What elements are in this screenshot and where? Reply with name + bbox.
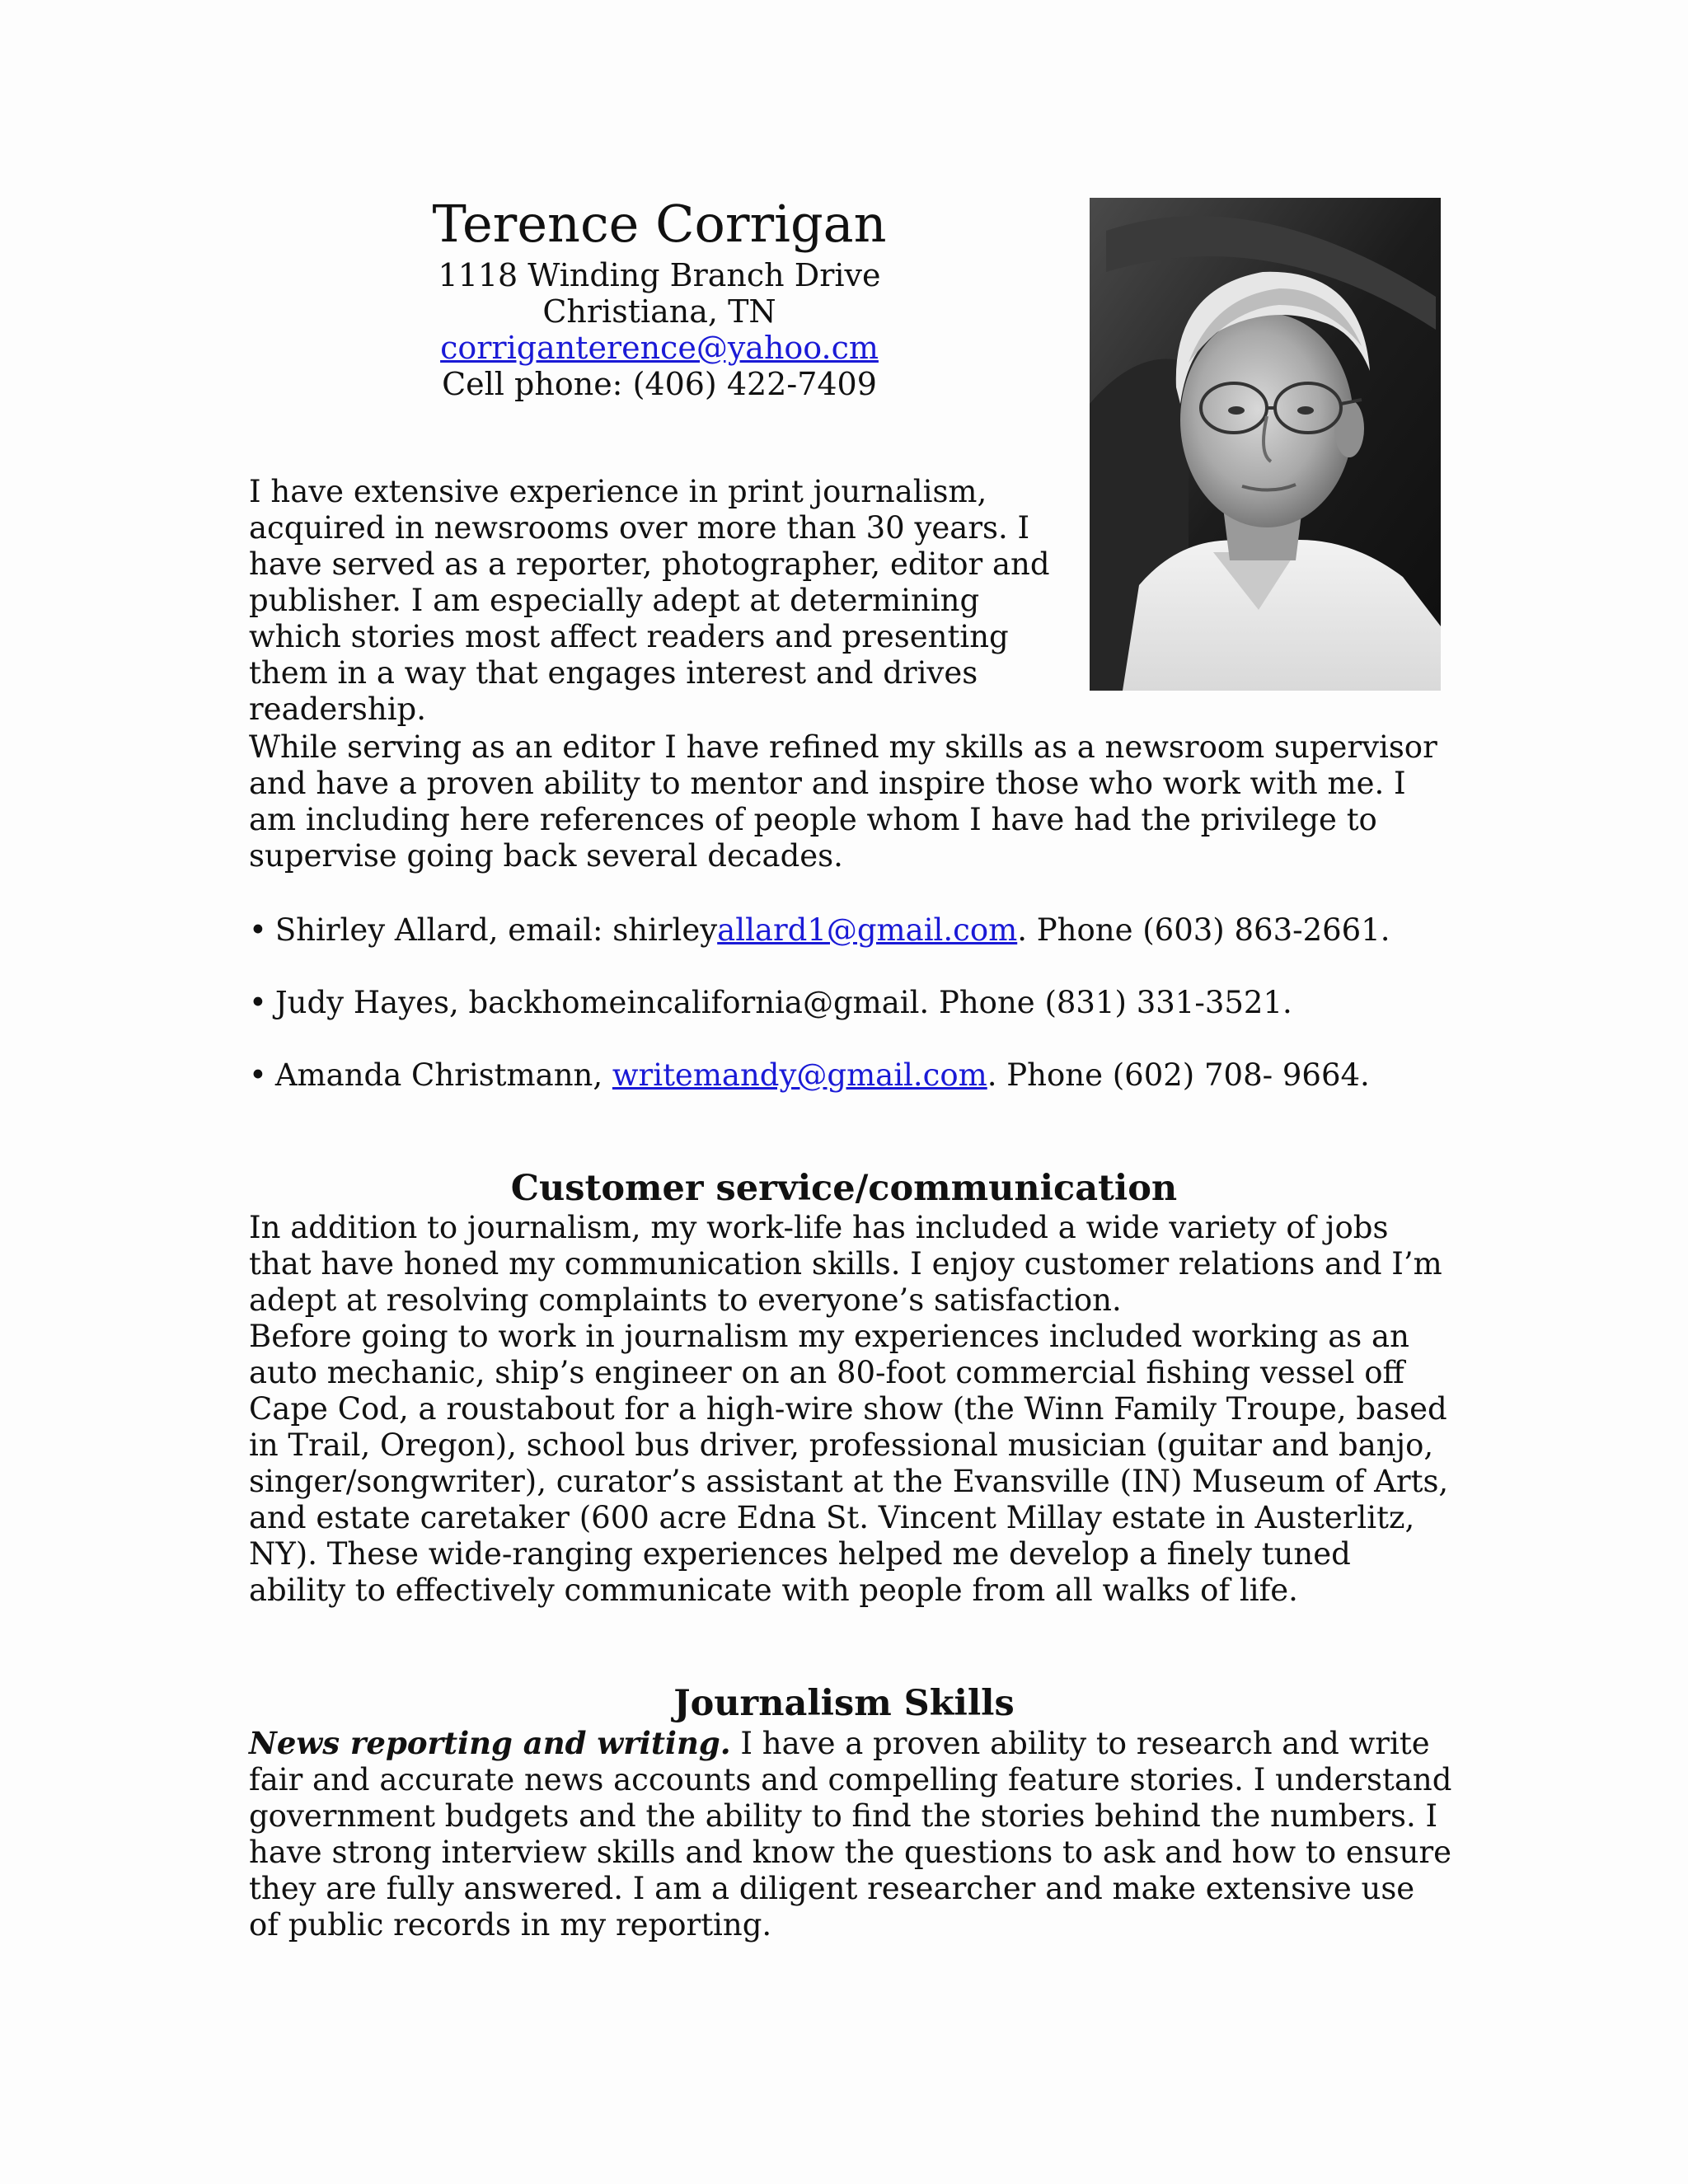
- applicant-name: Terence Corrigan: [432, 194, 887, 254]
- bullet-icon: •: [249, 985, 267, 1020]
- reference-text: Shirley Allard, email: shirley: [274, 912, 718, 948]
- customer-service-paragraph-2: Before going to work in journalism my experiences included working as an auto mechanic, ship’s engineer on an 80-foot commercial fishing vessel off Cape Cod, a roustabout for a high-wire show (the Winn Family Troupe, based in Trail, Oregon), school bus driver, professional musician (guitar and banjo, singer/songwriter), curator’s assistant at the Evansville (IN) Museum of Arts, and estate caretaker (600 acre Edna St. Vincent Millay estate in Austerlitz, NY). These wide-ranging experiences helped me develop a finely tuned ability to effectively communicate with people from all walks of life.: [249, 1319, 1449, 1608]
- reference-item: [249, 912, 1390, 949]
- journalism-skills-paragraph: [249, 1725, 1452, 1943]
- reference-text: Judy Hayes, backhomeincalifornia@gmail. Phone (831) 331-3521.: [274, 985, 1292, 1020]
- contact-header: [363, 191, 956, 402]
- address-city: Christiana, TN: [542, 293, 776, 330]
- news-reporting-lead: News reporting and writing.: [249, 1725, 731, 1761]
- reference-email-link[interactable]: writemandy@gmail.com: [612, 1057, 987, 1093]
- email-line: [363, 330, 956, 366]
- customer-service-body: [249, 1210, 1452, 1609]
- reference-phone: . Phone (602) 708- 9664.: [987, 1057, 1370, 1093]
- intro-paragraph: I have extensive experience in print journalism, acquired in newsrooms over more than 30 years. I have served as a reporter, photographer, editor and publisher. I am especially adept at determining which stories most affect readers and presenting them in a way that engages interest and drives readership.: [249, 474, 1050, 727]
- reference-text: Amanda Christmann,: [274, 1057, 612, 1093]
- bullet-icon: •: [249, 912, 267, 948]
- news-reporting-text: I have a proven ability to research and write fair and accurate news accounts and compelling feature stories. I understand government budgets and the ability to find the stories behind the numbers. I have strong interview skills and know the questions to ask and how to ensure they are fully answered. I am a diligent researcher and make extensive use of public records in my reporting.: [249, 1726, 1452, 1943]
- customer-service-heading: Customer service/communication: [510, 1168, 1178, 1209]
- reference-item: [249, 1057, 1370, 1094]
- email-link[interactable]: corriganterence@yahoo.cm: [440, 330, 879, 366]
- portrait-photo: [1090, 198, 1441, 691]
- cell-phone: Cell phone: (406) 422-7409: [442, 366, 877, 402]
- reference-email-link[interactable]: allard1@gmail.com: [717, 912, 1018, 948]
- bullet-icon: •: [249, 1057, 267, 1093]
- journalism-skills-heading: Journalism Skills: [673, 1683, 1015, 1724]
- reference-item: [249, 985, 1292, 1021]
- supervision-paragraph: While serving as an editor I have refined my skills as a newsroom supervisor and have a proven ability to mentor and inspire those who work with me. I am including here references of people whom I have had the privilege to supervise going back several decades.: [249, 729, 1437, 874]
- customer-service-paragraph-1: In addition to journalism, my work-life has included a wide variety of jobs that have honed my communication skills. I enjoy customer relations and I’m adept at resolving complaints to everyone’s satisfaction.: [249, 1210, 1442, 1318]
- address-street: 1118 Winding Branch Drive: [438, 257, 881, 293]
- reference-phone: . Phone (603) 863-2661.: [1017, 912, 1390, 948]
